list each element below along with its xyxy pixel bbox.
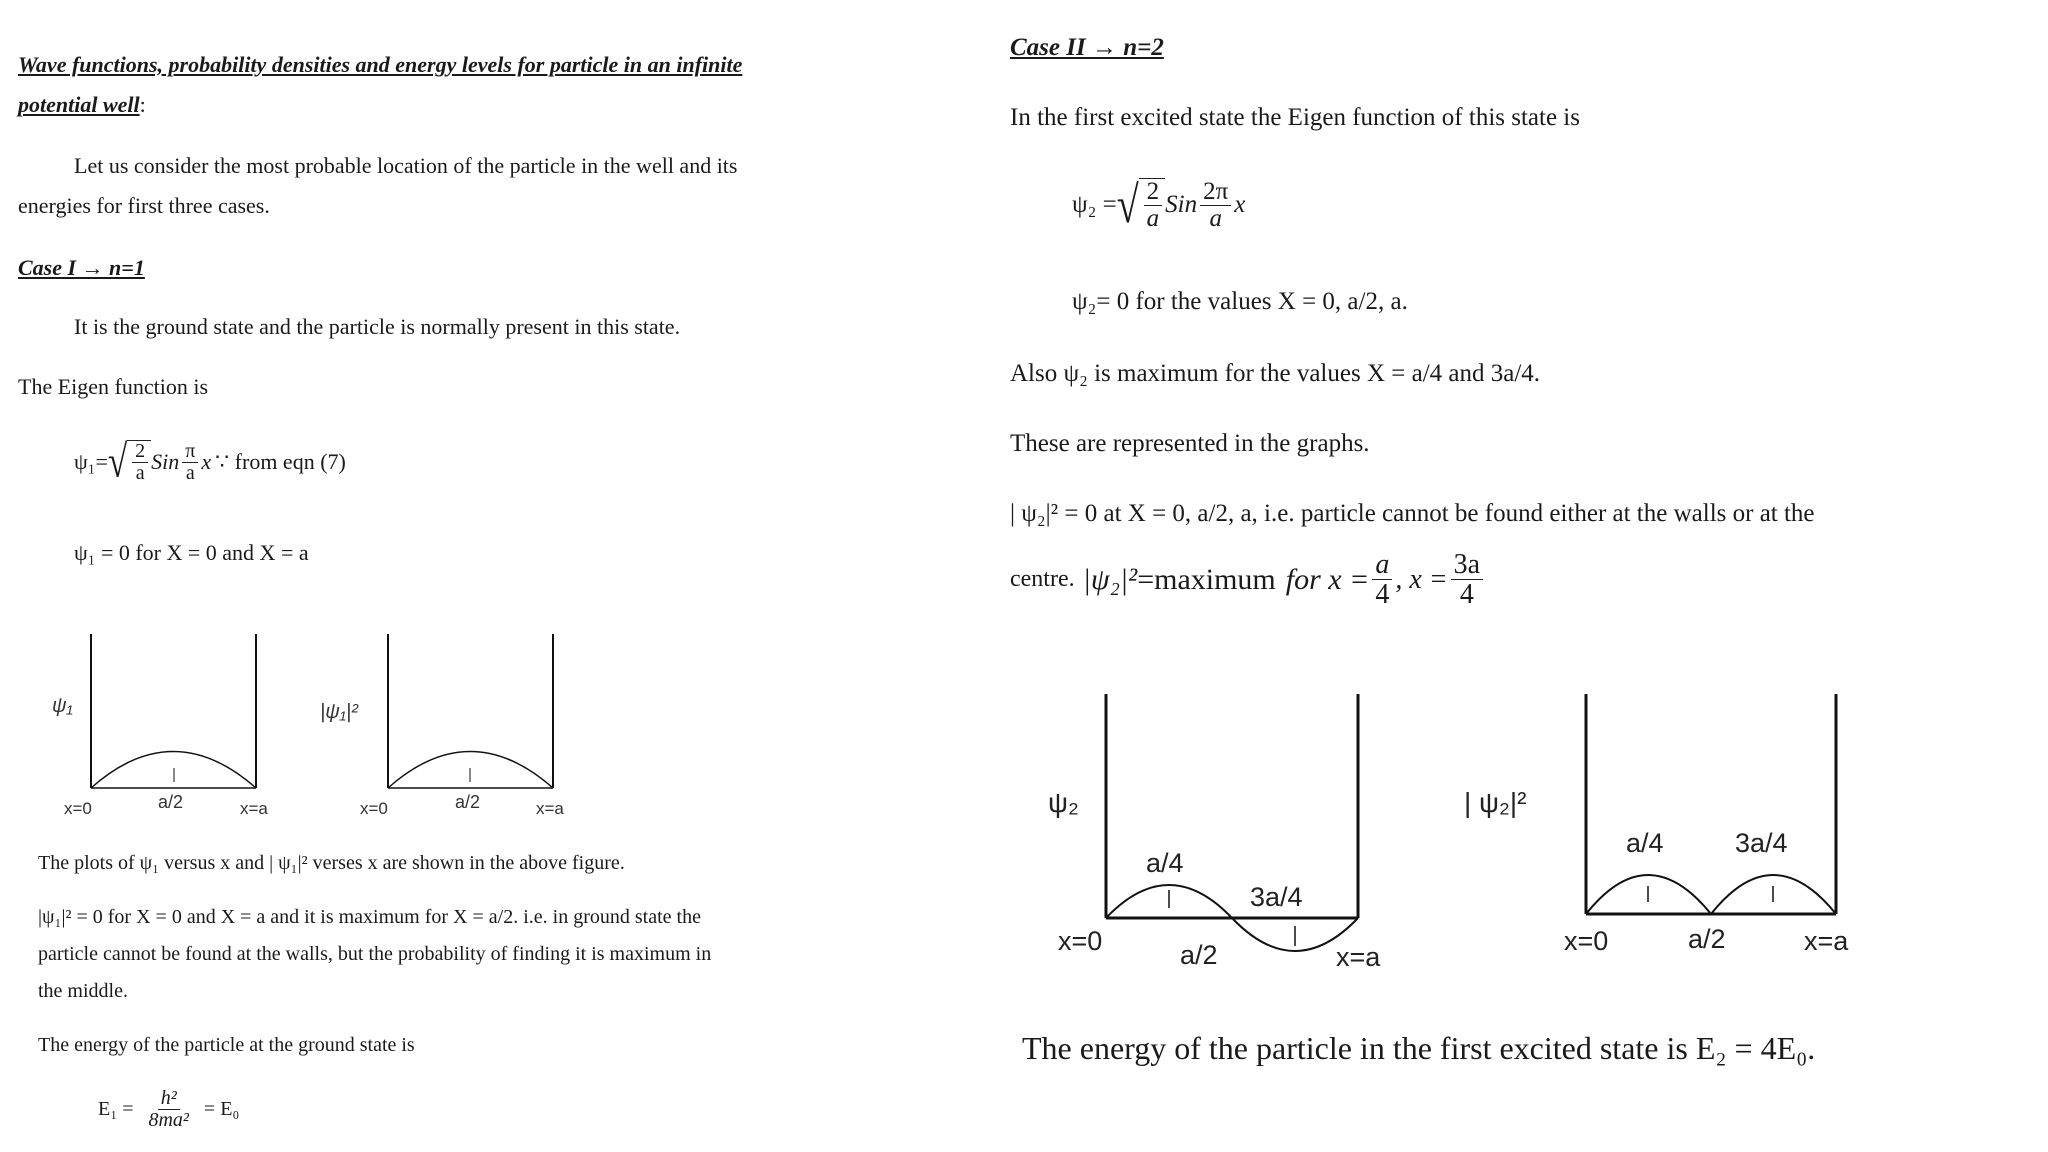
probability-text-line3: the middle.	[38, 980, 128, 1002]
graph2-xa-label: x=a	[536, 799, 564, 818]
graph4-a2-label: a/2	[1688, 924, 1726, 954]
psi2-graph	[1040, 690, 1380, 980]
graph3-3a4-label: 3a/4	[1250, 882, 1303, 912]
psi1-equation: ψ₁= √ $\frac{2}{a}$ Sin $\frac{\pi}{a}$ x ∵ from eqn (7)	[74, 436, 346, 488]
graph1-xmid-label: a/2	[158, 792, 184, 812]
psi2-max-condition: Also ψ₂ is maximum for the values X = a/4 and 3a/4.	[1010, 360, 1541, 387]
page-heading-cont: potential well:	[18, 92, 146, 117]
intro-paragraph-line2: energies for first three cases.	[18, 193, 270, 218]
graph1-ylabel: ψ₁	[52, 695, 73, 717]
graph4-3a4-label: 3a/4	[1735, 828, 1788, 858]
graph2-ylabel: |ψ₁|²	[320, 701, 358, 723]
probability-text-line1: |ψ₁|² = 0 for X = 0 and X = a and it is maximum for X = a/2. i.e. in ground state the	[38, 906, 701, 928]
psi1-zero-condition: ψ₁ = 0 for X = 0 and X = a	[74, 540, 309, 565]
psi2-zero-condition: ψ₂= 0 for the values X = 0, a/2, a.	[1072, 288, 1408, 315]
ground-state-text: It is the ground state and the particle is normally present in this state.	[74, 314, 681, 339]
probability-text-line2: particle cannot be found at the walls, but the probability of finding it is maximum in	[38, 943, 712, 965]
psi2-squared-graph	[1460, 690, 1880, 980]
graph2-xmid-label: a/2	[455, 792, 481, 812]
intro-paragraph-line1: Let us consider the most probable location of the particle in the well and its	[74, 153, 738, 178]
probability2-text-line1: | ψ₂|² = 0 at X = 0, a/2, a, i.e. particle cannot be found either at the walls or at the	[1010, 500, 1815, 527]
graph3-ylabel: ψ₂	[1048, 787, 1079, 818]
energy2-statement: The energy of the particle in the first excited state is E₂ = 4E₀.	[1022, 1030, 1816, 1066]
energy-intro-text: The energy of the particle at the ground state is	[38, 1034, 415, 1056]
graph4-xa-label: x=a	[1804, 926, 1849, 956]
graph4-a4-label: a/4	[1626, 828, 1664, 858]
graph3-xa-label: x=a	[1336, 942, 1381, 972]
excited-state-text: In the first excited state the Eigen function of this state is	[1010, 104, 1580, 131]
psi1-graph	[40, 630, 300, 820]
graph1-xa-label: x=a	[240, 799, 268, 818]
eigen-intro-text: The Eigen function is	[18, 374, 209, 399]
graph3-x0-label: x=0	[1058, 926, 1103, 956]
graph2-x0-label: x=0	[360, 799, 388, 818]
psi2-equation: ψ₂ = √ $\frac{2}{a}$ Sin $\frac{2\pi}{a}$ x	[1072, 175, 1246, 234]
case1-heading: Case I → n=1	[18, 255, 145, 280]
page-heading: Wave functions, probability densities and energy levels for particle in an infinite	[18, 52, 743, 77]
graphs-text: These are represented in the graphs.	[1010, 430, 1370, 457]
centre-maximum-equation: centre. |ψ₂|² =maximum for x = $\frac{a}{4}$ , x = $\frac{3a}{4}$	[1010, 550, 1486, 610]
graph3-a4-label: a/4	[1146, 848, 1184, 878]
graph4-x0-label: x=0	[1564, 926, 1609, 956]
graph3-a2-label: a/2	[1180, 940, 1218, 970]
plots-caption: The plots of ψ₁ versus x and | ψ₁|² verses x are shown in the above figure.	[38, 852, 625, 874]
graph1-x0-label: x=0	[64, 799, 92, 818]
case2-heading: Case II → n=2	[1010, 34, 1164, 61]
psi1-squared-graph	[318, 630, 588, 820]
graph4-ylabel: | ψ₂|²	[1464, 787, 1527, 818]
e1-equation: E₁ = $\frac{\text{h²}}{\text{8ma²}}$ = E₀	[98, 1087, 240, 1131]
